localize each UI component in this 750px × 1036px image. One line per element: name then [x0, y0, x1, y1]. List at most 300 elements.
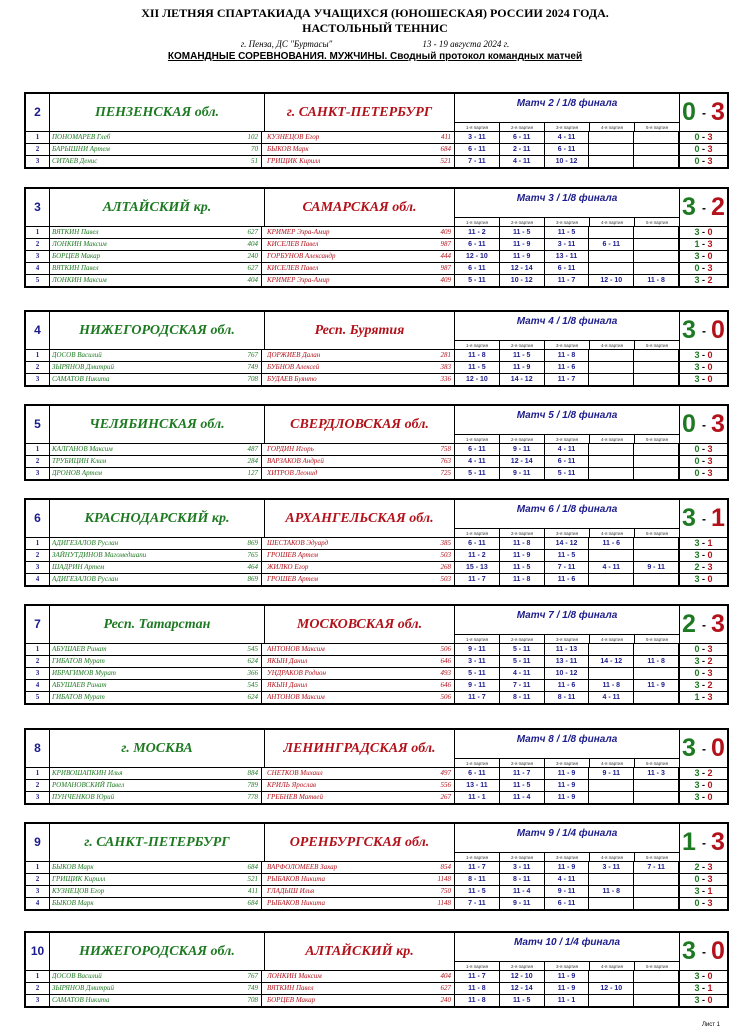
- set-score: 13 - 11: [545, 656, 590, 667]
- player-b-rating: 854: [412, 862, 455, 873]
- player-b-name: КИСЕЛЕВ Павел: [267, 264, 319, 272]
- score-team-a: 0: [682, 410, 696, 438]
- player-a-name: КРИВОШАПКИН Илья: [52, 769, 123, 777]
- set-score: 15 - 13: [455, 562, 500, 573]
- match-score: [679, 94, 728, 131]
- game-result-dash: -: [699, 275, 708, 285]
- set-label: 2-я партия: [500, 853, 545, 862]
- game-result-b: 0: [707, 574, 713, 584]
- set-score: 11 - 7: [455, 862, 500, 873]
- player-a-name: ПОНОМАРЕВ Глеб: [52, 133, 111, 141]
- set-score: [634, 444, 679, 455]
- set-score: 11 - 8: [634, 275, 679, 286]
- player-a-rating: 404: [212, 275, 262, 286]
- game-number: 3: [26, 995, 50, 1006]
- set-score: [634, 468, 679, 479]
- set-score: 5 - 11: [455, 668, 500, 679]
- match-title: Матч 5 / 1/8 финала: [516, 410, 618, 421]
- set-score: 11 - 8: [500, 574, 545, 585]
- player-b-rating: 521: [412, 156, 455, 167]
- match-block: [24, 187, 729, 288]
- game-result-dash: -: [699, 374, 708, 384]
- set-score: 11 - 3: [634, 768, 679, 779]
- game-number: 3: [26, 886, 50, 897]
- game-number: 3: [26, 668, 50, 679]
- game-result-dash: -: [699, 874, 708, 884]
- player-a-rating: 778: [212, 792, 262, 803]
- game-result-dash: -: [699, 132, 708, 142]
- game-result-dash: -: [699, 350, 708, 360]
- set-score: [589, 350, 634, 361]
- player-a-rating: 487: [212, 444, 262, 455]
- game-number: 3: [26, 374, 50, 385]
- set-score: 6 - 11: [455, 263, 500, 274]
- game-row: [26, 227, 727, 239]
- set-score: 7 - 11: [455, 898, 500, 909]
- game-row: [26, 362, 727, 374]
- team-a-name: КРАСНОДАРСКИЙ кр.: [50, 500, 265, 537]
- game-row: [26, 444, 727, 456]
- game-result-dash: -: [699, 692, 708, 702]
- set-score: 9 - 11: [500, 468, 545, 479]
- set-score: 11 - 5: [455, 362, 500, 373]
- set-score: [589, 362, 634, 373]
- game-result-b: 0: [707, 350, 713, 360]
- game-row: [26, 886, 727, 898]
- player-b-rating: 503: [412, 550, 455, 561]
- player-a-rating: 366: [212, 668, 262, 679]
- game-result-b: 1: [707, 886, 713, 896]
- set-label: 5-я партия: [645, 343, 669, 348]
- player-a-name: ГИБАТОВ Мурат: [52, 657, 105, 665]
- game-result-b: 3: [707, 132, 713, 142]
- game-result: [679, 362, 727, 373]
- match-header: [26, 189, 727, 227]
- game-result: [679, 983, 727, 994]
- score-team-b: 3: [711, 610, 725, 638]
- game-result-b: 0: [707, 971, 713, 981]
- game-result-a: 3: [694, 362, 700, 372]
- player-a-rating: 684: [212, 862, 262, 873]
- game-result-a: 0: [694, 444, 700, 454]
- game-result-dash: -: [699, 983, 708, 993]
- set-score: 11 - 8: [455, 983, 500, 994]
- match-title: Матч 4 / 1/8 финала: [516, 316, 618, 327]
- game-result-a: 3: [694, 886, 700, 896]
- game-result-a: 3: [694, 350, 700, 360]
- set-score: 5 - 11: [545, 468, 590, 479]
- match-number: 10: [26, 933, 50, 970]
- set-score: 11 - 4: [500, 792, 545, 803]
- set-label: 5-я партия: [645, 637, 669, 642]
- match-score: [679, 312, 728, 349]
- game-number: 3: [26, 156, 50, 167]
- match-number: 3: [26, 189, 50, 226]
- score-team-b: 3: [711, 410, 725, 438]
- player-b-rating: 758: [412, 444, 455, 455]
- player-b-name: ГРИЩИК Кирилл: [267, 157, 321, 165]
- set-score: [634, 156, 679, 167]
- set-score: 12 - 14: [500, 263, 545, 274]
- game-result-a: 3: [694, 574, 700, 584]
- match-number: 7: [26, 606, 50, 643]
- player-b-rating: 763: [412, 456, 455, 467]
- set-label: 1-я партия: [455, 529, 500, 538]
- set-score: [634, 144, 679, 155]
- set-label: 5-я партия: [645, 437, 669, 442]
- set-labels: [455, 961, 679, 971]
- set-label: 1-я партия: [455, 218, 500, 227]
- player-b-rating: 383: [412, 362, 455, 373]
- game-row: [26, 456, 727, 468]
- set-score: 11 - 7: [545, 275, 590, 286]
- match-block: [24, 498, 729, 587]
- player-a-name: ПУНЧЕНКОВ Юрий: [52, 793, 115, 801]
- set-score: 12 - 14: [500, 456, 545, 467]
- game-result: [679, 144, 727, 155]
- game-result-dash: -: [699, 995, 708, 1005]
- set-label: 4-я партия: [590, 635, 635, 644]
- set-score: 10 - 12: [545, 156, 590, 167]
- set-score: [634, 251, 679, 262]
- set-score: 10 - 12: [545, 668, 590, 679]
- team-a-name: ЧЕЛЯБИНСКАЯ обл.: [50, 406, 265, 443]
- player-a-rating: 749: [212, 362, 262, 373]
- match-title: Матч 2 / 1/8 финала: [516, 98, 618, 109]
- game-number: 3: [26, 251, 50, 262]
- player-b-name: РЫБАКОВ Никита: [267, 899, 325, 907]
- score-team-b: 2: [711, 193, 725, 221]
- player-a-name: ДРОНОВ Артем: [52, 469, 102, 477]
- game-result: [679, 644, 727, 655]
- set-score: [589, 550, 634, 561]
- game-number: 3: [26, 562, 50, 573]
- set-score: 11 - 1: [455, 792, 500, 803]
- set-score: 7 - 11: [455, 156, 500, 167]
- player-b-name: ЯКЫН Данил: [267, 657, 308, 665]
- game-result-dash: -: [699, 156, 708, 166]
- set-score: [634, 574, 679, 585]
- player-a-name: АДИГЕЗАЛОВ Руслан: [52, 539, 119, 547]
- set-score: [634, 692, 679, 703]
- score-team-a: 3: [682, 937, 696, 965]
- player-b-name: УНДРАКОВ Родион: [267, 669, 327, 677]
- match-number: 8: [26, 730, 50, 767]
- set-label: 1-я партия: [455, 341, 500, 350]
- player-b-name: АНТОНОВ Максим: [267, 693, 325, 701]
- game-result: [679, 574, 727, 585]
- score-dash: -: [702, 512, 706, 526]
- match-score: [679, 730, 728, 767]
- set-score: 8 - 11: [500, 692, 545, 703]
- score-team-a: 3: [682, 734, 696, 762]
- game-number: 5: [26, 692, 50, 703]
- set-score: 11 - 9: [500, 251, 545, 262]
- player-b-rating: 684: [412, 144, 455, 155]
- set-label: 5-я партия: [645, 531, 669, 536]
- game-result: [679, 239, 727, 250]
- player-b-rating: 750: [412, 886, 455, 897]
- game-result: [679, 886, 727, 897]
- score-team-b: 3: [711, 98, 725, 126]
- game-result-b: 3: [707, 456, 713, 466]
- player-a-name: БОРЦЕВ Макар: [52, 252, 101, 260]
- game-row: [26, 263, 727, 275]
- player-a-name: САМАТОВ Никита: [52, 375, 110, 383]
- match-title: Матч 8 / 1/8 финала: [516, 734, 618, 745]
- game-row: [26, 983, 727, 995]
- set-score: 13 - 11: [545, 251, 590, 262]
- game-result-a: 0: [694, 132, 700, 142]
- game-number: 4: [26, 574, 50, 585]
- set-label: 4-я партия: [590, 218, 635, 227]
- set-score: [589, 898, 634, 909]
- team-a-name: Респ. Татарстан: [50, 606, 265, 643]
- score-dash: -: [702, 836, 706, 850]
- set-labels: [455, 528, 679, 538]
- dates: 13 - 19 августа 2024 г.: [422, 39, 510, 49]
- game-result: [679, 251, 727, 262]
- match-number: 6: [26, 500, 50, 537]
- set-labels: [455, 634, 679, 644]
- game-row: [26, 144, 727, 156]
- set-score: 12 - 10: [589, 983, 634, 994]
- player-b-name: ГРОШЕВ Артем: [267, 551, 318, 559]
- set-score: [589, 374, 634, 385]
- set-score: 11 - 6: [545, 574, 590, 585]
- match-number: 9: [26, 824, 50, 861]
- game-result: [679, 456, 727, 467]
- player-b-rating: 506: [412, 644, 455, 655]
- game-result-dash: -: [699, 251, 708, 261]
- match-block: [24, 310, 729, 387]
- player-a-name: ЛОНКИН Максим: [52, 240, 107, 248]
- set-score: 3 - 11: [500, 862, 545, 873]
- set-score: 8 - 11: [500, 874, 545, 885]
- match-score: [679, 500, 728, 537]
- player-a-name: БЫКОВ Марк: [52, 899, 94, 907]
- set-score: 11 - 6: [545, 680, 590, 691]
- game-result: [679, 768, 727, 779]
- set-label: 2-я партия: [500, 962, 545, 971]
- game-result: [679, 668, 727, 679]
- game-result: [679, 156, 727, 167]
- set-label: 5-я партия: [645, 125, 669, 130]
- player-a-rating: 624: [212, 692, 262, 703]
- game-result: [679, 780, 727, 791]
- game-number: 2: [26, 239, 50, 250]
- game-result-b: 3: [707, 668, 713, 678]
- set-score: 6 - 11: [455, 444, 500, 455]
- set-label: 3-я партия: [545, 218, 590, 227]
- game-result-dash: -: [699, 644, 708, 654]
- player-a-name: ЗЫРЯНОВ Дмитрий: [52, 984, 115, 992]
- set-label: 3-я партия: [545, 123, 590, 132]
- set-score: [589, 668, 634, 679]
- game-result-a: 2: [694, 562, 700, 572]
- set-score: [634, 668, 679, 679]
- set-label: 5-я партия: [645, 855, 669, 860]
- set-score: 11 - 6: [545, 362, 590, 373]
- game-result-b: 0: [707, 374, 713, 384]
- match-header: [26, 312, 727, 350]
- set-score: [634, 227, 679, 238]
- game-result-dash: -: [699, 886, 708, 896]
- player-a-name: СИТАЕВ Денис: [52, 157, 98, 165]
- score-team-b: 0: [711, 937, 725, 965]
- set-labels: [455, 217, 679, 227]
- game-result-b: 2: [707, 680, 713, 690]
- player-a-name: ШАДРИН Артем: [52, 563, 105, 571]
- player-b-name: ГЛАДЫШ Илья: [267, 887, 315, 895]
- game-result-dash: -: [699, 656, 708, 666]
- page-footer: Лист 1: [701, 1022, 720, 1028]
- game-row: [26, 374, 727, 385]
- set-score: [589, 468, 634, 479]
- game-result-dash: -: [699, 562, 708, 572]
- set-score: 7 - 11: [545, 562, 590, 573]
- game-result-b: 3: [707, 444, 713, 454]
- match-block: [24, 728, 729, 805]
- score-team-a: 3: [682, 316, 696, 344]
- player-a-rating: 521: [212, 874, 262, 885]
- game-result-dash: -: [699, 768, 708, 778]
- player-b-rating: 385: [412, 538, 455, 549]
- game-result-dash: -: [699, 538, 708, 548]
- game-result-b: 3: [707, 862, 713, 872]
- set-score: [634, 263, 679, 274]
- player-a-rating: 127: [212, 468, 262, 479]
- player-a-name: ВЯТКИН Павел: [52, 264, 99, 272]
- player-a-rating: 684: [212, 898, 262, 909]
- set-score: 11 - 7: [455, 692, 500, 703]
- player-a-name: ДОСОВ Василий: [52, 351, 102, 359]
- set-score: 11 - 7: [500, 768, 545, 779]
- match-block: [24, 404, 729, 481]
- game-result-a: 3: [694, 227, 700, 237]
- sport-title: НАСТОЛЬНЫЙ ТЕННИС: [302, 21, 448, 35]
- set-score: [589, 132, 634, 143]
- set-score: 5 - 11: [455, 275, 500, 286]
- set-score: 6 - 11: [545, 898, 590, 909]
- set-labels: [455, 852, 679, 862]
- game-result: [679, 444, 727, 455]
- set-label: 2-я партия: [500, 341, 545, 350]
- set-score: 4 - 11: [545, 444, 590, 455]
- player-b-rating: 627: [412, 983, 455, 994]
- player-b-rating: 411: [412, 132, 455, 143]
- set-score: 7 - 11: [500, 680, 545, 691]
- player-a-rating: 627: [212, 263, 262, 274]
- game-row: [26, 132, 727, 144]
- team-a-name: НИЖЕГОРОДСКАЯ обл.: [50, 312, 265, 349]
- set-labels: [455, 340, 679, 350]
- game-result-a: 3: [694, 780, 700, 790]
- player-a-rating: 102: [212, 132, 262, 143]
- game-result-b: 2: [707, 768, 713, 778]
- set-score: [634, 971, 679, 982]
- game-result-dash: -: [699, 263, 708, 273]
- game-result-dash: -: [699, 792, 708, 802]
- team-b-name: САМАРСКАЯ обл.: [265, 189, 455, 226]
- game-row: [26, 156, 727, 167]
- set-score: [634, 995, 679, 1006]
- game-row: [26, 468, 727, 479]
- player-b-name: БУБНОВ Алексей: [267, 363, 320, 371]
- match-title: Матч 9 / 1/4 финала: [516, 828, 618, 839]
- game-result-a: 1: [694, 692, 700, 702]
- set-score: 11 - 7: [545, 374, 590, 385]
- set-score: 11 - 5: [455, 886, 500, 897]
- game-result-a: 0: [694, 644, 700, 654]
- score-dash: -: [702, 945, 706, 959]
- set-score: 10 - 12: [500, 275, 545, 286]
- player-b-name: ШЕСТАКОВ Эдуард: [267, 539, 329, 547]
- team-b-name: Респ. Бурятия: [265, 312, 455, 349]
- set-score: 8 - 11: [545, 692, 590, 703]
- team-a-name: г. МОСКВА: [50, 730, 265, 767]
- player-a-rating: 767: [212, 350, 262, 361]
- score-team-a: 3: [682, 504, 696, 532]
- player-b-rating: 1148: [412, 874, 455, 885]
- player-b-rating: 281: [412, 350, 455, 361]
- set-score: [634, 898, 679, 909]
- game-result-dash: -: [699, 971, 708, 981]
- game-result-dash: -: [699, 550, 708, 560]
- set-label: 3-я партия: [545, 962, 590, 971]
- set-score: 9 - 11: [500, 898, 545, 909]
- set-score: [634, 350, 679, 361]
- set-score: 6 - 11: [500, 132, 545, 143]
- score-dash: -: [702, 418, 706, 432]
- game-result-b: 3: [707, 239, 713, 249]
- player-a-name: ВЯТКИН Павел: [52, 228, 99, 236]
- team-b-name: СВЕРДЛОВСКАЯ обл.: [265, 406, 455, 443]
- set-score: 13 - 11: [455, 780, 500, 791]
- set-score: 2 - 11: [500, 144, 545, 155]
- game-row: [26, 898, 727, 909]
- set-score: [634, 239, 679, 250]
- player-b-rating: 404: [412, 971, 455, 982]
- game-number: 1: [26, 132, 50, 143]
- set-score: 11 - 13: [545, 644, 590, 655]
- game-result-a: 0: [694, 456, 700, 466]
- game-number: 1: [26, 444, 50, 455]
- player-b-rating: 987: [412, 239, 455, 250]
- player-a-name: ИБРАГИМОВ Мурат: [52, 669, 116, 677]
- set-score: [589, 792, 634, 803]
- set-score: [634, 983, 679, 994]
- player-a-rating: 624: [212, 656, 262, 667]
- player-a-rating: 284: [212, 456, 262, 467]
- game-result-b: 1: [707, 983, 713, 993]
- set-score: 12 - 10: [500, 971, 545, 982]
- team-a-name: г. САНКТ-ПЕТЕРБУРГ: [50, 824, 265, 861]
- set-score: 6 - 11: [455, 538, 500, 549]
- game-result: [679, 862, 727, 873]
- set-score: 11 - 8: [455, 350, 500, 361]
- player-a-name: АДИГЕЗАЛОВ Руслан: [52, 575, 119, 583]
- score-team-a: 0: [682, 98, 696, 126]
- score-dash: -: [702, 618, 706, 632]
- game-result-a: 3: [694, 792, 700, 802]
- score-team-b: 3: [711, 828, 725, 856]
- player-a-rating: 789: [212, 780, 262, 791]
- player-a-rating: 464: [212, 562, 262, 573]
- game-result: [679, 692, 727, 703]
- set-score: 9 - 11: [455, 644, 500, 655]
- set-score: 6 - 11: [455, 239, 500, 250]
